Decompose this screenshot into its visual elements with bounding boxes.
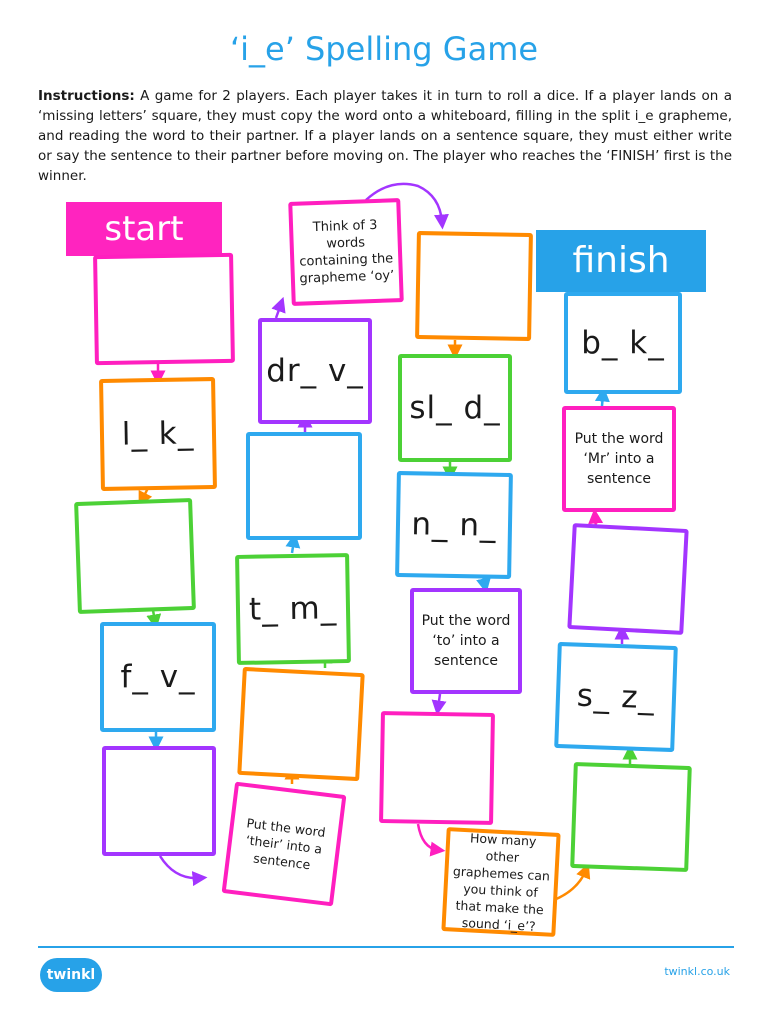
board-square (258, 318, 372, 424)
board-square (99, 377, 217, 491)
board-square (398, 354, 512, 462)
board-square (235, 553, 351, 665)
sentence-square: Put the word ‘their’ into a sentence (222, 782, 347, 907)
missing-letters-word: n_ n_ (411, 506, 497, 544)
instructions-text: A game for 2 players. Each player takes it in turn to roll a dice. If a player lands on a ‘missing letters’ square, they must copy the word onto a whiteboard, filling in the split i_e grapheme, and reading the word to their partner. If a player lands on a sentence square, they must either write or say the sentence to their partner before moving on. The player who reaches the ‘FINISH’ first is the winner. (38, 88, 732, 184)
board-square (74, 498, 196, 614)
footer-url: twinkl.co.uk (664, 965, 730, 978)
missing-letters-word: s_ z_ (576, 677, 656, 717)
board-square-finish (564, 292, 682, 394)
missing-letters-word: b_ k_ (581, 325, 665, 361)
board-square (100, 622, 216, 732)
board-square (379, 711, 495, 825)
missing-letters-word: t_ m_ (248, 590, 338, 628)
missing-letters-word: sl_ d_ (409, 390, 501, 426)
board-square (102, 746, 216, 856)
page-title: ‘i_e’ Spelling Game (229, 30, 539, 68)
missing-letters-word: f_ v_ (120, 659, 196, 695)
sentence-square: Put the word ‘to’ into a sentence (410, 588, 522, 694)
twinkl-logo: twinkl (40, 958, 102, 992)
start-label: start (66, 202, 222, 256)
board-square (570, 762, 692, 872)
missing-letters-word: l_ k_ (121, 415, 195, 453)
missing-letters-word: dr_ v_ (266, 353, 364, 389)
board-square (246, 432, 362, 540)
board-square (554, 642, 678, 752)
board-square (567, 523, 688, 635)
footer-divider (38, 946, 734, 948)
board-square-start (93, 253, 235, 365)
challenge-square: How many other graphemes can you think of that make the sound ‘i_e’? (441, 827, 560, 937)
challenge-square: Think of 3 words containing the grapheme ‘oy’ (288, 198, 404, 306)
finish-label: finish (536, 230, 706, 292)
board-square (237, 667, 364, 781)
board-square (395, 471, 513, 579)
sentence-square: Put the word ‘Mr’ into a sentence (562, 406, 676, 512)
instructions-heading: Instructions: (38, 88, 135, 104)
board-square (415, 231, 533, 341)
